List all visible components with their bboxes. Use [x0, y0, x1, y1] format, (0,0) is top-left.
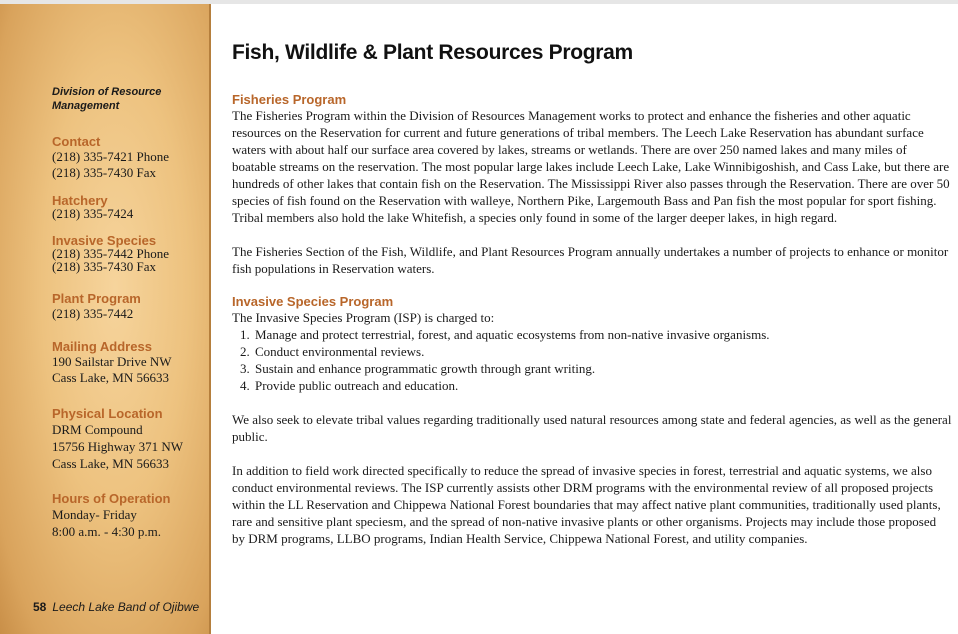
mailing-block: [52, 339, 210, 386]
hatchery-block: [52, 194, 210, 220]
list-item: [232, 360, 952, 377]
division-label: Division of Resource Management: [52, 86, 162, 112]
hours-heading: Hours of Operation: [52, 491, 171, 506]
invasive-intro: The Invasive Species Program (ISP) is charged to:: [232, 310, 495, 325]
list-text: Conduct environmental reviews.: [255, 344, 425, 359]
invasive-fax: (218) 335-7430 Fax: [52, 259, 156, 274]
contact-fax: (218) 335-7430 Fax: [52, 165, 156, 180]
fisheries-heading: Fisheries Program: [232, 92, 347, 107]
list-number: 2.: [240, 344, 250, 359]
list-text: Manage and protect terrestrial, forest, and aquatic ecosystems from non-native invasive organisms.: [255, 327, 770, 342]
mailing-line-2: Cass Lake, MN 56633: [52, 370, 169, 385]
physical-line-1: DRM Compound: [52, 422, 143, 437]
hatchery-phone: (218) 335-7424: [52, 206, 134, 221]
physical-block: [52, 406, 210, 472]
list-number: 3.: [240, 361, 250, 376]
list-text: Provide public outreach and education.: [255, 378, 459, 393]
plant-heading: Plant Program: [52, 291, 141, 306]
contact-phone: (218) 335-7421 Phone: [52, 149, 169, 164]
invasive-phone: (218) 335-7442 Phone: [52, 246, 169, 261]
list-text: Sustain and enhance programmatic growth through grant writing.: [255, 361, 596, 376]
page-number: 58: [33, 600, 47, 614]
hatchery-heading: Hatchery: [52, 193, 108, 208]
plant-phone: (218) 335-7442: [52, 306, 134, 321]
physical-heading: Physical Location: [52, 406, 163, 421]
physical-line-3: Cass Lake, MN 56633: [52, 456, 169, 471]
invasive-heading: Invasive Species: [52, 233, 157, 248]
hours-block: [52, 491, 210, 540]
fisheries-paragraph-2: The Fisheries Section of the Fish, Wildlife, and Plant Resources Program annually undertakes a number of projects to enhance or monitor fish populations in Reservation waters.: [232, 244, 949, 276]
mailing-heading: Mailing Address: [52, 339, 152, 354]
contact-heading: Contact: [52, 134, 101, 149]
invasive-charge-list: [232, 326, 952, 394]
invasive-paragraph-2: In addition to field work directed specifically to reduce the spread of invasive species in forest, terrestrial and aquatic systems, we also conduct environmental reviews. The ISP currently assists other DRM programs with the environmental review of all proposed projects within the LL Reservation and Chippewa National Forest boundaries that may affect native plant communities, traditionally used plants, rare and sensitive plant speciesm, and the spread of non-native invasive plants or other organisms. Projects may include those proposed by DRM programs, LLBO programs, Indian Health Service, Chippewa National Forest, and utility companies.: [232, 463, 941, 546]
contact-block: [52, 134, 210, 181]
page-footer: [33, 600, 199, 614]
plant-block: [52, 291, 210, 322]
page-title: Fish, Wildlife & Plant Resources Program: [232, 41, 633, 64]
hours-time: 8:00 a.m. - 4:30 p.m.: [52, 524, 162, 539]
fisheries-paragraph-1: The Fisheries Program within the Division of Resources Management works to protect and enhance the fisheries and other aquatic resources on the Reservation for current and future generations of tribal members. The Leech Lake Reservation has abundant surface waters with about half our surface area covered by lakes, streams or wetlands. There are over 250 named lakes and many miles of boatable streams on the reservation. The most popular large lakes include Leech Lake, Lake Winnibigoshish, and Cass Lake, but there are hundreds of other lakes that contain fish on the Reservation. The Mississippi River also passes through the Reservation. There are over 50 species of fish found on the Reservation with walleye, Northern Pike, Largemouth Bass and Pan fish the most popular for sport fishing. Tribal members also hold the lake Whitefish, a species only found in some of the larger deeper lakes, in high regard.: [232, 108, 950, 225]
main-content: [232, 40, 952, 547]
list-item: [232, 326, 952, 343]
list-item: [232, 377, 952, 394]
list-item: [232, 343, 952, 360]
list-number: 4.: [240, 378, 250, 393]
footer-organization: Leech Lake Band of Ojibwe: [52, 600, 200, 614]
mailing-line-1: 190 Sailstar Drive NW: [52, 354, 172, 369]
invasive-block: [52, 234, 210, 273]
list-number: 1.: [240, 327, 250, 342]
physical-line-2: 15756 Highway 371 NW: [52, 439, 184, 454]
invasive-paragraph-1: We also seek to elevate tribal values regarding traditionally used natural resources among state and federal agencies, as well as the general public.: [232, 412, 952, 444]
invasive-program-heading: Invasive Species Program: [232, 294, 394, 309]
hours-days: Monday- Friday: [52, 507, 137, 522]
